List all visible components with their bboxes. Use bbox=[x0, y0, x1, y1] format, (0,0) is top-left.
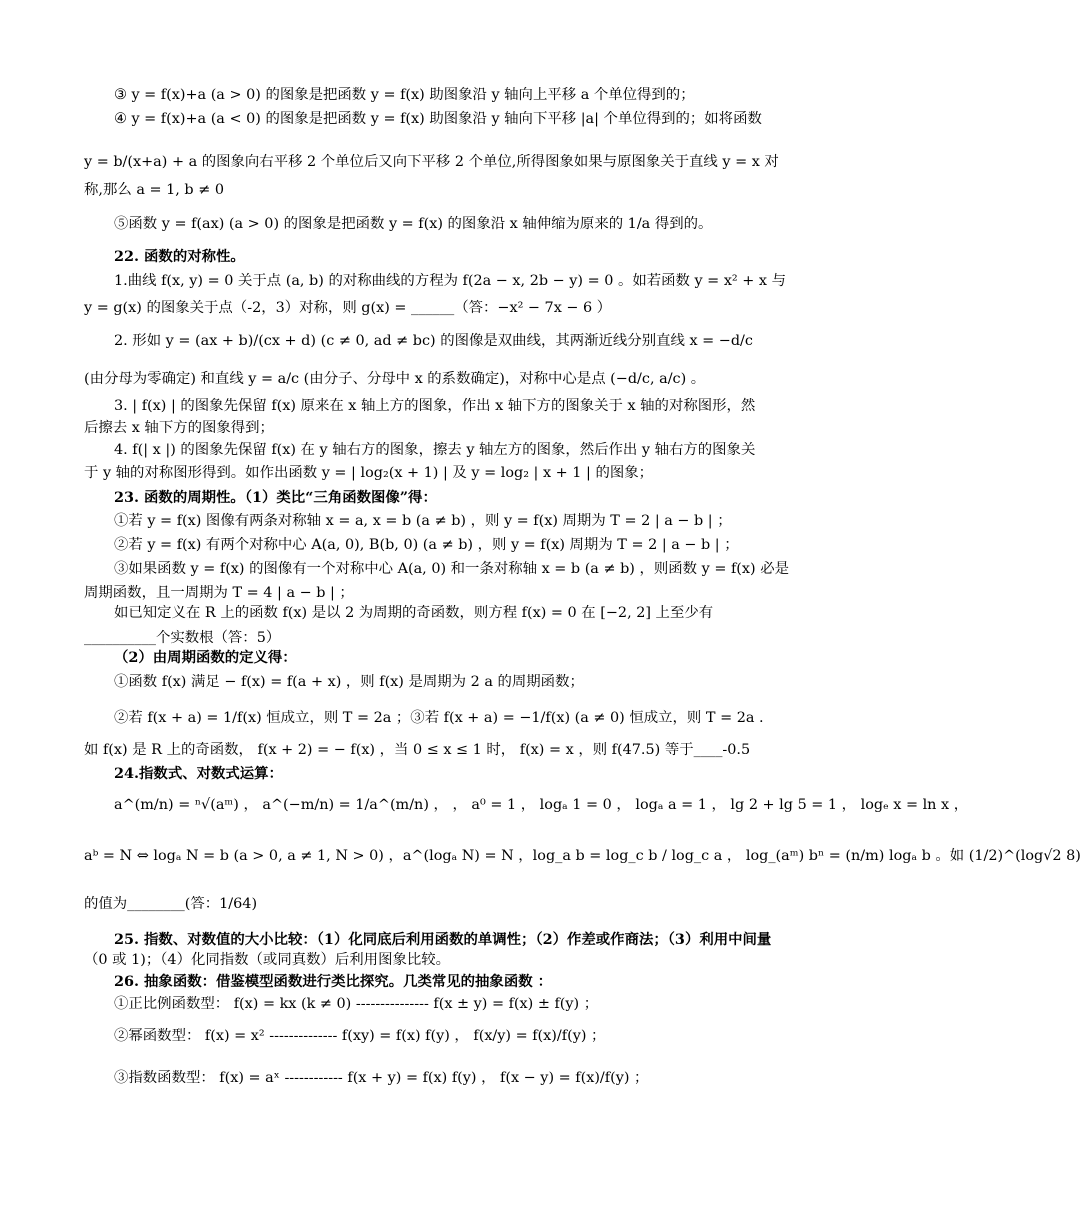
subsection-2-heading: （2）由周期函数的定义得： bbox=[114, 649, 297, 666]
line-9: 2. 形如 y = (ax + b)/(cx + d) (c ≠ 0, ad ≠ bc) 的图像是双曲线，其两渐近线分别直线 x = −d/c bbox=[114, 333, 753, 349]
section-23-heading: 23. 函数的周期性。（1）类比“三角函数图像”得： bbox=[114, 489, 437, 506]
line-3: y = b/(x+a) + a 的图象向右平移 2 个单位后又向下平移 2 个单位,所得图象如果与原图象关于直线 y = x 对 bbox=[84, 154, 779, 170]
line-13: 4. f(| x |) 的图象先保留 f(x) 在 y 轴右方的图象，擦去 y 轴左方的图象，然后作出 y 轴右方的图象关 bbox=[114, 442, 756, 458]
line-27: a^(m/n) = ⁿ√(aᵐ) ， a^(−m/n) = 1/a^(m/n) ， ， a⁰ = 1 ， logₐ 1 = 0 ， logₐ a = 1 ， lg 2 + lg 5 = 1 ， logₑ x = ln x ， bbox=[114, 797, 969, 813]
line-19: 周期函数，且一周期为 T = 4 | a − b | ； bbox=[84, 585, 354, 601]
line-33: ①正比例函数型： f(x) = kx (k ≠ 0) --------------- f(x ± y) = f(x) ± f(y) ； bbox=[114, 996, 599, 1012]
line-11: 3. | f(x) | 的图象先保留 f(x) 原来在 x 轴上方的图象，作出 x 轴下方的图象关于 x 轴的对称图形，然 bbox=[114, 398, 756, 414]
line-24: ②若 f(x + a) = 1/f(x) 恒成立，则 T = 2a ；③若 f(x + a) = −1/f(x) (a ≠ 0) 恒成立，则 T = 2a . bbox=[114, 710, 764, 726]
section-26-heading: 26. 抽象函数：借鉴模型函数进行类比探究。几类常见的抽象函数 ： bbox=[114, 973, 552, 990]
line-7: 1.曲线 f(x, y) = 0 关于点 (a, b) 的对称曲线的方程为 f(2a − x, 2b − y) = 0 。如若函数 y = x² + x 与 bbox=[114, 273, 786, 289]
line-35: ③指数函数型： f(x) = aˣ ------------ f(x + y) = f(x) f(y) ， f(x − y) = f(x)/f(y) ； bbox=[114, 1070, 649, 1086]
line-29: 的值为________(答：1/64) bbox=[84, 896, 258, 912]
line-5: ⑤函数 y = f(ax) (a > 0) 的图象是把函数 y = f(x) 的图象沿 x 轴伸缩为原来的 1/a 得到的。 bbox=[114, 216, 713, 232]
line-31: （0 或 1)；（4）化同指数（或同真数）后利用图象比较。 bbox=[84, 952, 451, 968]
section-22-heading: 22. 函数的对称性。 bbox=[114, 248, 245, 265]
line-21: __________个实数根（答：5） bbox=[84, 630, 281, 646]
line-28: aᵇ = N ⇔ logₐ N = b (a > 0, a ≠ 1, N > 0) ，a^(logₐ N) = N ，log_a b = log_c b / log_c a ， log_(aᵐ) bⁿ = (n/m) logₐ b 。如 (1/2)^(log√2 8) bbox=[84, 848, 1081, 864]
line-17: ②若 y = f(x) 有两个对称中心 A(a, 0), B(b, 0) (a ≠ b) ，则 y = f(x) 周期为 T = 2 | a − b | ； bbox=[114, 537, 739, 553]
section-25-heading: 25. 指数、对数值的大小比较：（1）化同底后利用函数的单调性；（2）作差或作商法；（3）利用中间量 bbox=[114, 931, 772, 948]
line-2: ④ y = f(x)+a (a < 0) 的图象是把函数 y = f(x) 助图象沿 y 轴向下平移 |a| 个单位得到的；如将函数 bbox=[114, 111, 762, 127]
line-18: ③如果函数 y = f(x) 的图像有一个对称中心 A(a, 0) 和一条对称轴 x = b (a ≠ b) ，则函数 y = f(x) 必是 bbox=[114, 561, 789, 577]
line-10: (由分母为零确定) 和直线 y = a/c (由分子、分母中 x 的系数确定)，对称中心是点 (−d/c, a/c) 。 bbox=[84, 371, 706, 387]
section-24-heading: 24.指数式、对数式运算： bbox=[114, 765, 283, 782]
line-14: 于 y 轴的对称图形得到。如作出函数 y = | log₂(x + 1) | 及 y = log₂ | x + 1 | 的图象； bbox=[84, 465, 654, 481]
line-23: ①函数 f(x) 满足 − f(x) = f(a + x) ，则 f(x) 是周期为 2 a 的周期函数； bbox=[114, 674, 584, 690]
line-25: 如 f(x) 是 R 上的奇函数， f(x + 2) = − f(x) ，当 0 ≤ x ≤ 1 时， f(x) = x ，则 f(47.5) 等于____-0.5 bbox=[84, 742, 751, 758]
line-8: y = g(x) 的图象关于点（-2，3）对称，则 g(x) = ______（答：−x² − 7x − 6 ） bbox=[84, 300, 612, 316]
line-12: 后擦去 x 轴下方的图象得到； bbox=[84, 420, 274, 436]
line-20: 如已知定义在 R 上的函数 f(x) 是以 2 为周期的奇函数，则方程 f(x) = 0 在 [−2, 2] 上至少有 bbox=[114, 605, 714, 621]
line-34: ②幂函数型： f(x) = x² -------------- f(xy) = f(x) f(y) ， f(x/y) = f(x)/f(y) ； bbox=[114, 1028, 606, 1044]
line-16: ①若 y = f(x) 图像有两条对称轴 x = a, x = b (a ≠ b) ，则 y = f(x) 周期为 T = 2 | a − b | ； bbox=[114, 513, 732, 529]
line-4: 称,那么 a = 1, b ≠ 0 bbox=[84, 182, 224, 198]
line-1: ③ y = f(x)+a (a > 0) 的图象是把函数 y = f(x) 助图象沿 y 轴向上平移 a 个单位得到的； bbox=[114, 87, 695, 103]
